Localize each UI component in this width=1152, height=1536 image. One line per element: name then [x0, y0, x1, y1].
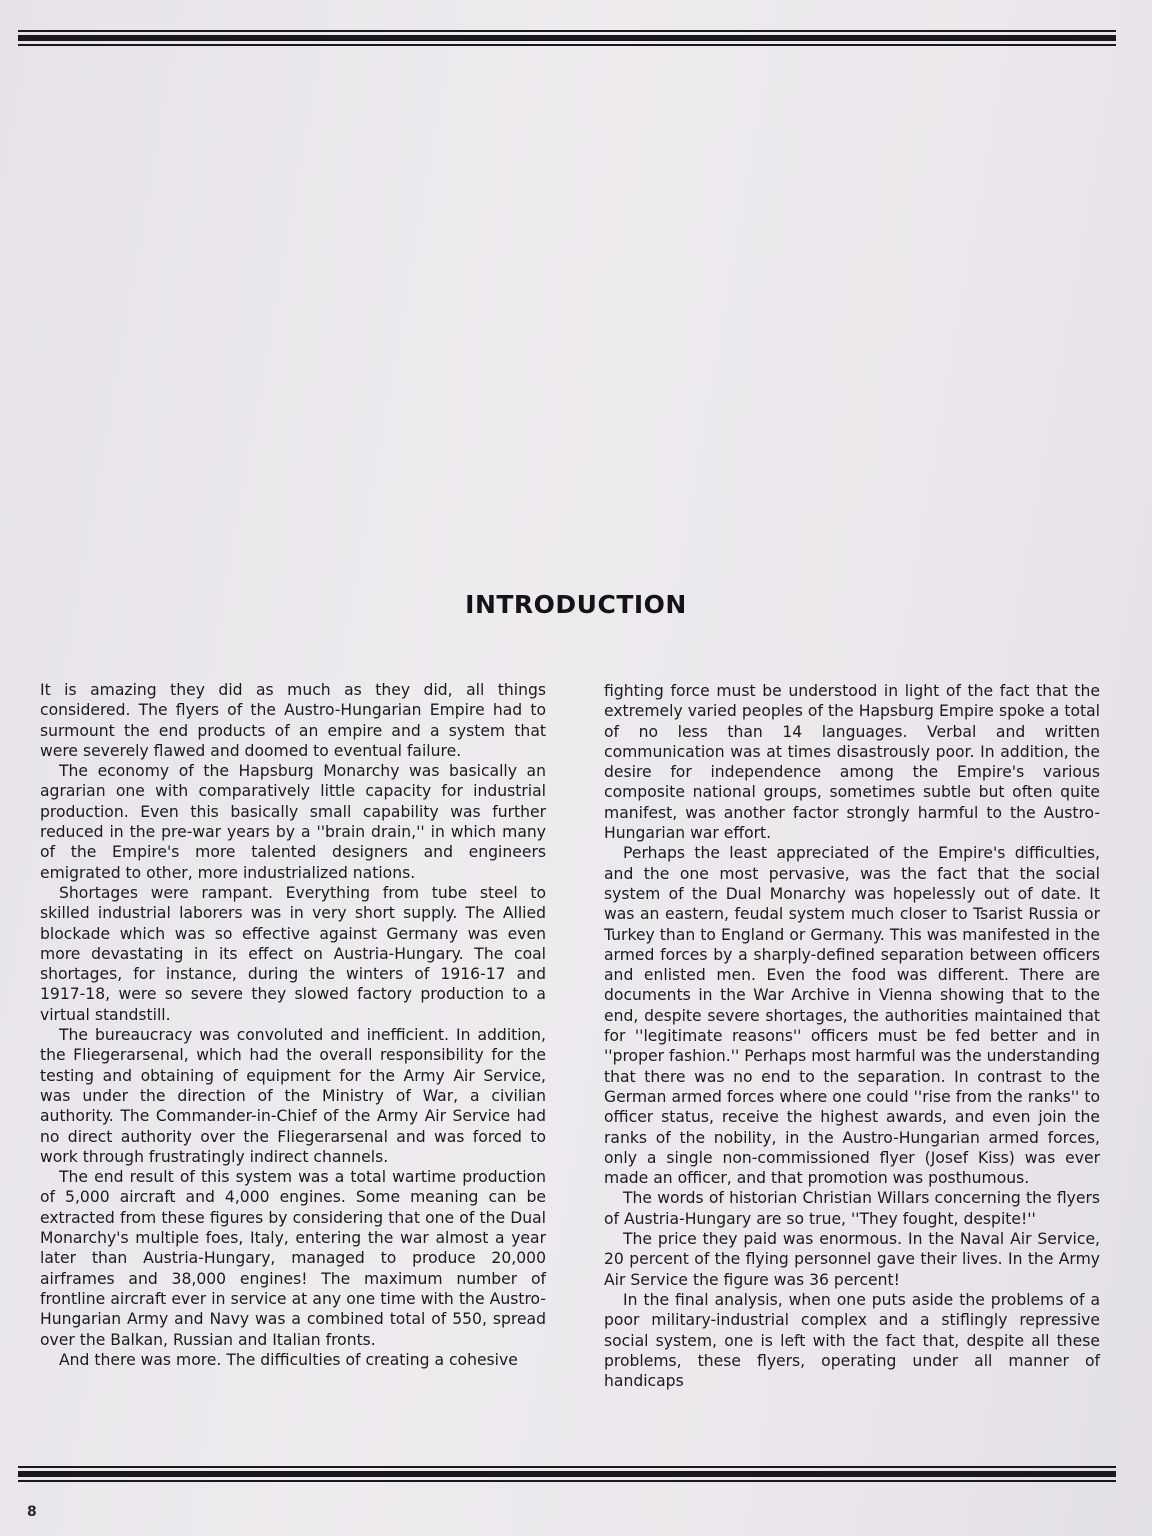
- paragraph: In the final analysis, when one puts aside the problems of a poor military-industrial complex and a stiflingly repressive social system, one is left with the fact that, despite all these problems, these flyers, operating under all manner of handicaps: [604, 1290, 1100, 1391]
- bottom-double-rule: [18, 1466, 1116, 1482]
- paragraph: The bureaucracy was convoluted and inefficient. In addition, the Fliegerarsenal, which had the overall responsibility for the testing and obtaining of equipment for the Army Air Service, was under the direction of the Ministry of War, a civilian authority. The Commander-in-Chief of the Army Air Service had no direct authority over the Fliegerarsenal and was forced to work through frustratingly indirect channels.: [40, 1026, 546, 1166]
- paragraph: fighting force must be understood in light of the fact that the extremely varied peoples of the Hapsburg Empire spoke a total of no less than 14 languages. Verbal and written communication was at times disastrously poor. In addition, the desire for independence among the Empire's various composite national groups, sometimes subtle but often quite manifest, was another factor strongly harmful to the Austro-Hungarian war effort.: [604, 682, 1100, 843]
- right-text-column: [604, 681, 1100, 1391]
- paragraph: The price they paid was enormous. In the Naval Air Service, 20 percent of the flying personnel gave their lives. In the Army Air Service the figure was 36 percent!: [604, 1230, 1100, 1289]
- paragraph: Perhaps the least appreciated of the Empire's difficulties, and the one most pervasive, was the fact that the social system of the Dual Monarchy was hopelessly out of date. It was an eastern, feudal system much closer to Tsarist Russia or Turkey than to England or Germany. This was manifested in the armed forces by a sharply-defined separation between officers and enlisted men. Even the food was different. There are documents in the War Archive in Vienna showing that to the end, despite severe shortages, the authorities maintained that for ''legitimate reasons'' officers must be fed better and in ''proper fashion.'' Perhaps most harmful was the understanding that there was no end to the separation. In contrast to the German armed forces where one could ''rise from the ranks'' to officer status, receive the highest awards, and even join the ranks of the nobility, in the Austro-Hungarian armed forces, only a single non-commissioned flyer (Josef Kiss) was ever made an officer, and that promotion was posthumous.: [604, 844, 1100, 1188]
- paragraph: It is amazing they did as much as they did, all things considered. The flyers of the Austro-Hungarian Empire had to surmount the end products of an empire and a system that were severely flawed and doomed to eventual failure.: [40, 681, 546, 760]
- page-number: 8: [27, 1504, 37, 1520]
- paragraph: The economy of the Hapsburg Monarchy was basically an agrarian one with comparatively little capacity for industrial production. Even this basically small capability was further reduced in the pre-war years by a ''brain drain,'' in which many of the Empire's more talented designers and engineers emigrated to other, more industrialized nations.: [40, 762, 546, 882]
- top-double-rule: [18, 30, 1116, 46]
- left-text-column: [40, 680, 546, 1370]
- paragraph: And there was more. The difficulties of creating a cohesive: [59, 1350, 518, 1369]
- paragraph: The words of historian Christian Willars concerning the flyers of Austria-Hungary are so true, ''They fought, despite!'': [604, 1189, 1100, 1228]
- paragraph: The end result of this system was a total wartime production of 5,000 aircraft and 4,000 engines. Some meaning can be extracted from these figures by considering that one of the Dual Monarchy's multiple foes, Italy, entering the war almost a year later than Austria-Hungary, managed to produce 20,000 airframes and 38,000 engines! The maximum number of frontline aircraft ever in service at any one time with the Austro-Hungarian Army and Navy was a combined total of 550, spread over the Balkan, Russian and Italian fronts.: [40, 1168, 546, 1349]
- paragraph: Shortages were rampant. Everything from tube steel to skilled industrial laborers was in very short supply. The Allied blockade which was so effective against Germany was even more devastating in its effect on Austria-Hungary. The coal shortages, for instance, during the winters of 1916-17 and 1917-18, were so severe they slowed factory production to a virtual standstill.: [40, 883, 546, 1024]
- page-title: INTRODUCTION: [465, 590, 687, 619]
